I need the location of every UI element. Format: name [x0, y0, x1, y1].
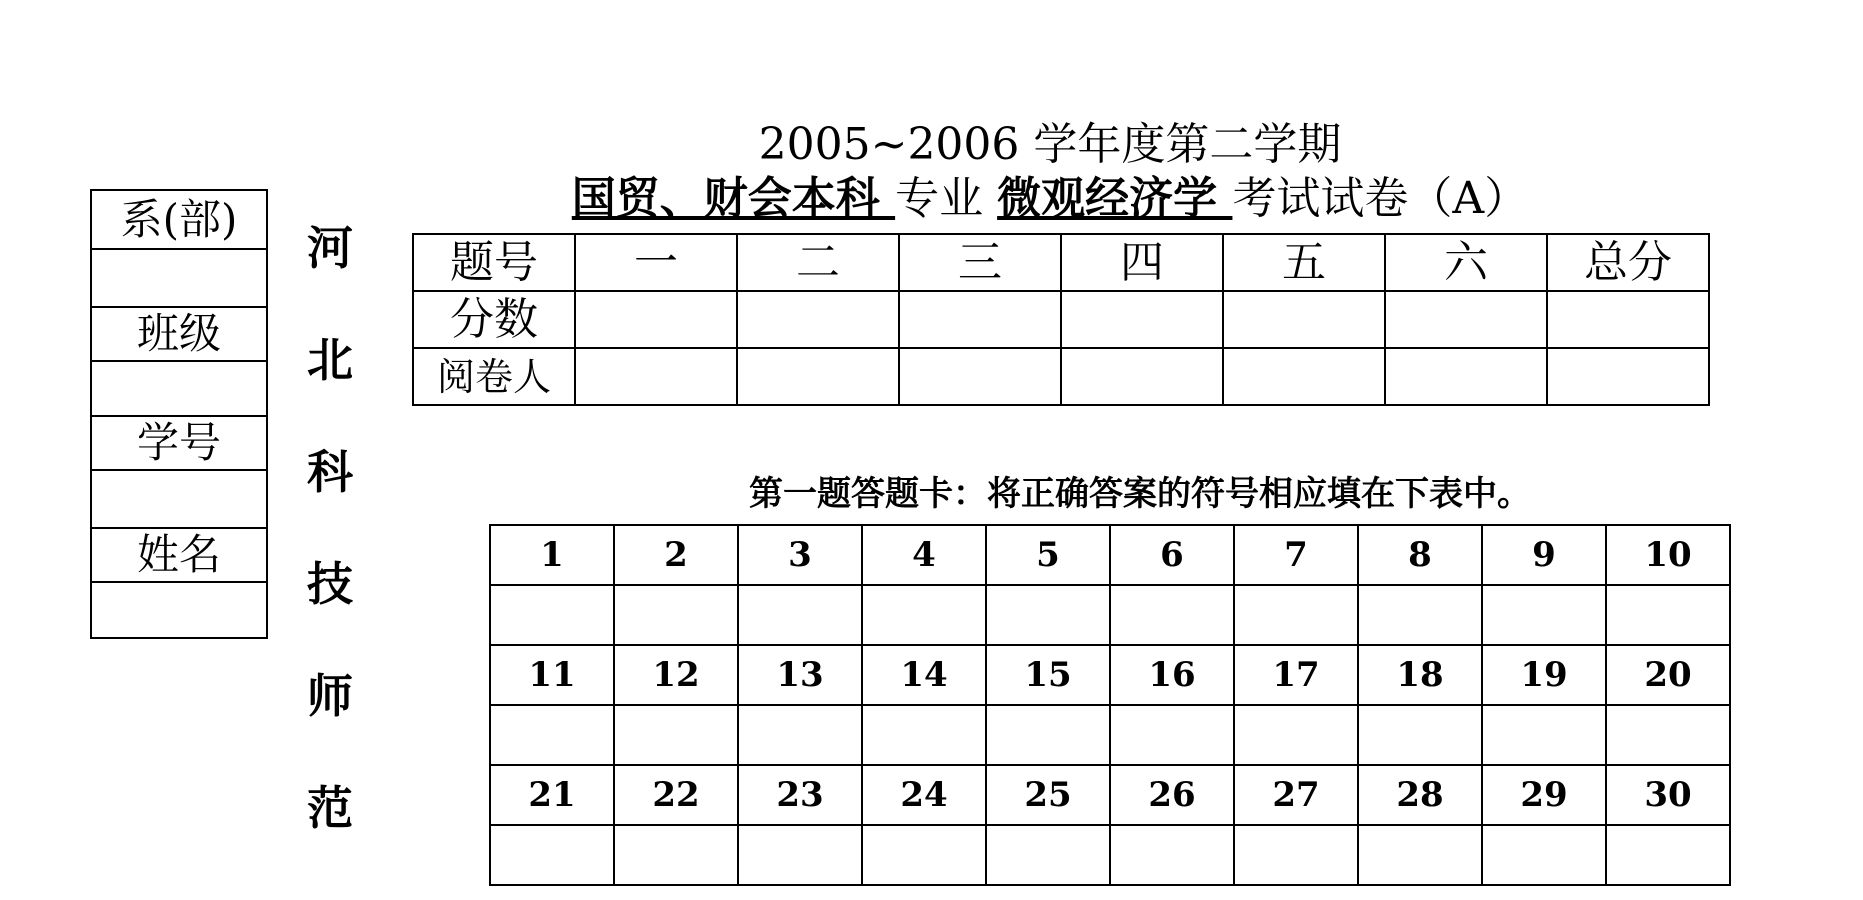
- school-name-char: 河: [307, 221, 353, 275]
- student-info-table: [90, 189, 268, 639]
- question-number: 4: [862, 525, 986, 585]
- column-header: 三: [899, 234, 1061, 291]
- question-number: 5: [986, 525, 1110, 585]
- answer-cell[interactable]: [1358, 825, 1482, 885]
- name-field[interactable]: [91, 582, 267, 638]
- answer-cell[interactable]: [1482, 825, 1606, 885]
- grader-cell[interactable]: [1385, 348, 1547, 405]
- question-number: 22: [614, 765, 738, 825]
- score-cell[interactable]: [1223, 291, 1385, 348]
- score-cell[interactable]: [899, 291, 1061, 348]
- answer-cell[interactable]: [1358, 705, 1482, 765]
- question-number: 12: [614, 645, 738, 705]
- answer-cell[interactable]: [1606, 585, 1730, 645]
- score-cell[interactable]: [737, 291, 899, 348]
- grader-cell[interactable]: [737, 348, 899, 405]
- column-header: 六: [1385, 234, 1547, 291]
- grader-cell[interactable]: [899, 348, 1061, 405]
- answer-cell[interactable]: [738, 825, 862, 885]
- column-header-total: 总分: [1547, 234, 1709, 291]
- answer-cell[interactable]: [614, 705, 738, 765]
- grader-cell[interactable]: [1547, 348, 1709, 405]
- answer-cell[interactable]: [738, 585, 862, 645]
- question-number: 20: [1606, 645, 1730, 705]
- question-number: 6: [1110, 525, 1234, 585]
- answer-cell[interactable]: [1234, 585, 1358, 645]
- question-number: 10: [1606, 525, 1730, 585]
- score-table-header-row: [413, 234, 1709, 291]
- question-number: 28: [1358, 765, 1482, 825]
- exam-term-title: 2005~2006 学年度第二学期: [758, 119, 1342, 170]
- school-name-vertical: [300, 220, 360, 892]
- grader-row: [413, 348, 1709, 405]
- question-number: 24: [862, 765, 986, 825]
- answer-cell[interactable]: [1482, 585, 1606, 645]
- score-cell[interactable]: [1547, 291, 1709, 348]
- question-number: 18: [1358, 645, 1482, 705]
- major-name: 国贸、财会本科: [571, 173, 896, 224]
- score-row-label: 分数: [413, 291, 575, 348]
- name-label: 姓名: [91, 528, 267, 582]
- answer-cell[interactable]: [862, 825, 986, 885]
- answer-cell[interactable]: [862, 585, 986, 645]
- answer-row: [490, 585, 1730, 645]
- answer-cell[interactable]: [1606, 705, 1730, 765]
- answer-card-table: [489, 524, 1731, 886]
- school-name-char: 北: [307, 333, 353, 387]
- class-field[interactable]: [91, 361, 267, 416]
- question-number-label: 题号: [413, 234, 575, 291]
- grader-cell[interactable]: [575, 348, 737, 405]
- answer-cell[interactable]: [738, 705, 862, 765]
- question-number: 29: [1482, 765, 1606, 825]
- question-number: 3: [738, 525, 862, 585]
- answer-cell[interactable]: [1110, 825, 1234, 885]
- score-cell[interactable]: [1385, 291, 1547, 348]
- column-header: 五: [1223, 234, 1385, 291]
- question-number: 21: [490, 765, 614, 825]
- question-number: 9: [1482, 525, 1606, 585]
- answer-card-title: 第一题答题卡：将正确答案的符号相应填在下表中。: [749, 474, 1531, 514]
- answer-cell[interactable]: [1482, 705, 1606, 765]
- school-name-char: 范: [307, 781, 353, 835]
- answer-cell[interactable]: [1606, 825, 1730, 885]
- score-cell[interactable]: [575, 291, 737, 348]
- answer-row: [490, 825, 1730, 885]
- score-row: [413, 291, 1709, 348]
- score-cell[interactable]: [1061, 291, 1223, 348]
- grader-cell[interactable]: [1061, 348, 1223, 405]
- answer-cell[interactable]: [490, 585, 614, 645]
- student-id-label: 学号: [91, 416, 267, 470]
- question-number: 8: [1358, 525, 1482, 585]
- course-name: 微观经济学: [997, 173, 1233, 224]
- score-table: [412, 233, 1710, 406]
- school-name-char: 师: [307, 669, 353, 723]
- answer-cell[interactable]: [1110, 705, 1234, 765]
- question-number: 15: [986, 645, 1110, 705]
- answer-cell[interactable]: [1234, 825, 1358, 885]
- answer-cell[interactable]: [862, 705, 986, 765]
- question-number: 25: [986, 765, 1110, 825]
- answer-row: [490, 705, 1730, 765]
- answer-cell[interactable]: [490, 825, 614, 885]
- question-number: 1: [490, 525, 614, 585]
- answer-cell[interactable]: [1110, 585, 1234, 645]
- question-number: 16: [1110, 645, 1234, 705]
- department-label: 系(部): [91, 190, 267, 249]
- question-number: 13: [738, 645, 862, 705]
- question-number: 30: [1606, 765, 1730, 825]
- question-number-row: [490, 765, 1730, 825]
- school-name-char: 技: [307, 557, 353, 611]
- exam-title: [300, 172, 1800, 226]
- question-number: 26: [1110, 765, 1234, 825]
- answer-cell[interactable]: [614, 825, 738, 885]
- answer-cell[interactable]: [490, 705, 614, 765]
- answer-cell[interactable]: [986, 825, 1110, 885]
- column-header: 二: [737, 234, 899, 291]
- question-number-row: [490, 525, 1730, 585]
- column-header: 四: [1061, 234, 1223, 291]
- question-number: 7: [1234, 525, 1358, 585]
- school-name-char: 科: [307, 445, 353, 499]
- answer-cell[interactable]: [1358, 585, 1482, 645]
- question-number: 17: [1234, 645, 1358, 705]
- question-number: 11: [490, 645, 614, 705]
- question-number: 27: [1234, 765, 1358, 825]
- class-label: 班级: [91, 307, 267, 361]
- student-id-field[interactable]: [91, 470, 267, 528]
- grader-cell[interactable]: [1223, 348, 1385, 405]
- question-number: 23: [738, 765, 862, 825]
- major-suffix: 专业: [895, 173, 998, 224]
- answer-cell[interactable]: [986, 585, 1110, 645]
- answer-cell[interactable]: [986, 705, 1110, 765]
- exam-suffix: 考试试卷（A）: [1232, 173, 1529, 224]
- question-number: 19: [1482, 645, 1606, 705]
- grader-row-label: 阅卷人: [413, 348, 575, 405]
- department-field[interactable]: [91, 249, 267, 307]
- answer-cell[interactable]: [614, 585, 738, 645]
- question-number-row: [490, 645, 1730, 705]
- question-number: 14: [862, 645, 986, 705]
- question-number: 2: [614, 525, 738, 585]
- answer-cell[interactable]: [1234, 705, 1358, 765]
- column-header: 一: [575, 234, 737, 291]
